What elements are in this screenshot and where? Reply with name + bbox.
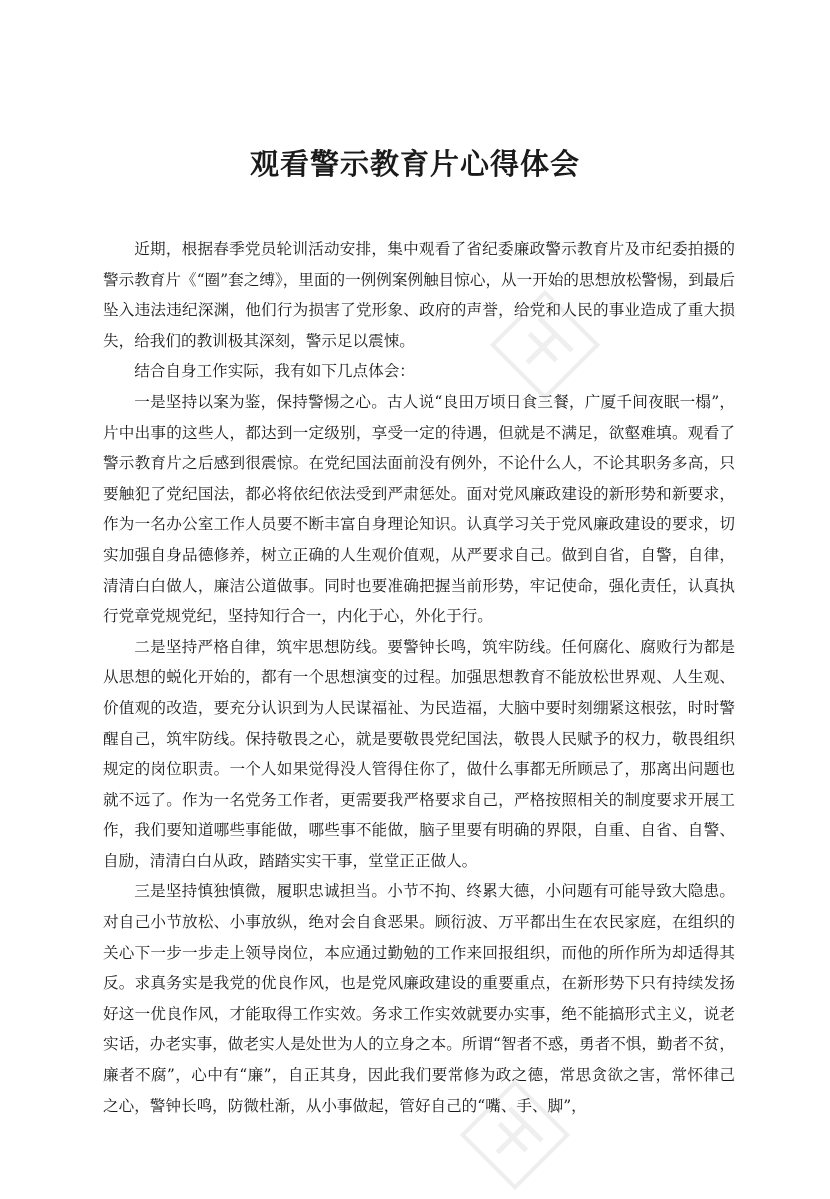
paragraph-lead-in: 结合自身工作实际，我有如下几点体会： (134, 362, 415, 381)
paragraph-point-two: 二是坚持严格自律，筑牢思想防线。要警钟长鸣，筑牢防线。任何腐化、腐败行为都是从思想的蜕化开始的，都有一个思想演变的过程。加强思想教育不能放松世界观、人生观、价值观的改造，要充分认识到为人民谋福祉、为民造福，大脑中要时刻绷紧这根弦，时时警醒自己，筑牢防线。保持敬畏之心，就是要敬畏党纪国法，敬畏人民赋予的权力，敬畏组织规定的岗位职责。一个人如果觉得没人管得住你了，做什么事都无所顾忌了，那离出问题也就不远了。作为一名党务工作者，更需要我严格要求自己，严格按照相关的制度要求开展工作，我们要知道哪些事能做，哪些事不能做，脑子里要有明确的界限，自重、自省、自警、自励，清清白白从政，踏踏实实干事，堂堂正正做人。 (103, 637, 735, 870)
paragraph-point-one: 一是坚持以案为鉴，保持警惕之心。古人说“良田万顷日食三餐，广厦千间夜眠一榻”，片中出事的这些人，都达到一定级别，享受一定的待遇，但就是不满足，欲壑难填。观看了警示教育片之后感到很震惊。在党纪国法面前没有例外，不论什么人，不论其职务多高，只要触犯了党纪国法，都必将依纪依法受到严肃惩处。面对党风廉政建设的新形势和新要求，作为一名办公室工作人员要不断丰富自身理论知识。认真学习关于党风廉政建设的要求，切实加强自身品德修养，树立正确的人生观价值观，从严要求自己。做到自省，自警，自律，清清白白做人，廉洁公道做事。同时也要准确把握当前形势，牢记使命，强化责任，认真执行党章党规党纪，坚持知行合一，内化于心，外化于行。 (103, 392, 735, 626)
paragraph-point-three: 三是坚持慎独慎微，履职忠诚担当。小节不拘、终累大德，小问题有可能导致大隐患。对自己小节放松、小事放纵，绝对会自食恶果。顾衍波、万平都出生在农民家庭，在组织的关心下一步一步走上领导岗位，本应通过勤勉的工作来回报组织，而他的所作所为却适得其反。求真务实是我党的优良作风，也是党风廉政建设的重要重点，在新形势下只有持续发扬好这一优良作风，才能取得工作实效。务求工作实效就要办实事，绝不能搞形式主义，说老实话，办老实事，做老实人是处世为人的立身之本。所谓“智者不惑，勇者不惧，勤者不贫，廉者不腐”，心中有“廉”，自正其身，因此我们要常修为政之德，常思贪欲之害，常怀律己之心，警钟长鸣，防微杜渐，从小事做起，管好自己的“嘴、手、脚”， (103, 882, 735, 1115)
document-body (103, 234, 735, 1121)
document-title: 观看警示教育片心得体会 (249, 147, 580, 181)
paragraph-intro: 近期，根据春季党员轮训活动安排，集中观看了省纪委廉政警示教育片及市纪委拍摄的警示教育片《“圈”套之缚》，里面的一例例案例触目惊心，从一开始的思想放松警惕，到最后坠入违法违纪深渊，他们行为损害了党形象、政府的声誉，给党和人民的事业造成了重大损失，给我们的教训极其深刻，警示足以震悚。 (103, 240, 735, 350)
